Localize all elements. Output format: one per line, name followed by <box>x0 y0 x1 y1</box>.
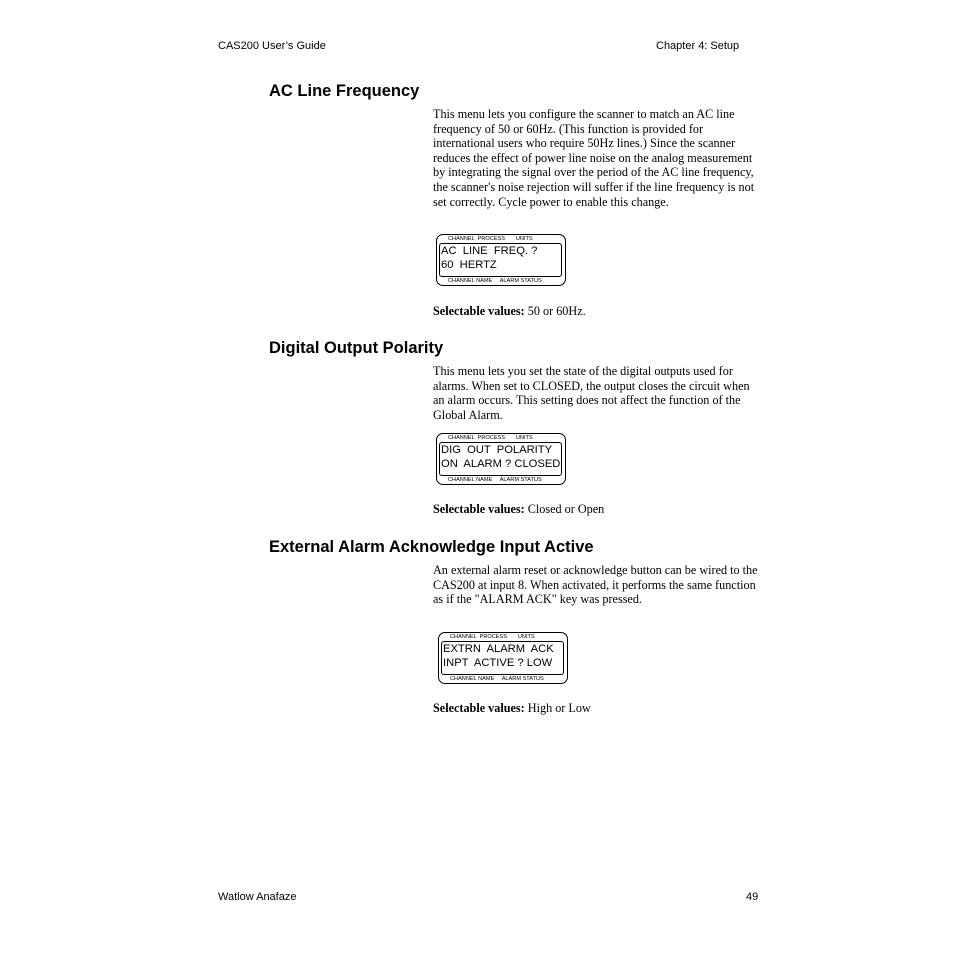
selectable-values-text: High or Low <box>527 701 591 715</box>
selectable-values-external-alarm-ack <box>433 701 591 716</box>
section-paragraph-ac-line-frequency: This menu lets you configure the scanner to match an AC line frequency of 50 or 60Hz. (This function is provided for international users who require 50Hz lines.) Since the scanner reduces the effect of power line noise on the analog measurement by integrating the signal over the period of the AC line frequency, the scanner's noise rejection will suffer if the line frequency is not set correctly. Cycle power to enable this change. <box>433 107 755 209</box>
lcd-screen <box>441 641 564 675</box>
section-title-digital-output-polarity: Digital Output Polarity <box>269 339 444 357</box>
selectable-values-text: 50 or 60Hz. <box>527 304 586 318</box>
running-header-chapter: Chapter 4: Setup <box>656 40 740 52</box>
lcd-bottom-label: CHANNEL NAME ALARM STATUS <box>448 477 542 483</box>
section-paragraph-digital-output-polarity: This menu lets you set the state of the digital outputs used for alarms. When set to CLOSED, the output closes the circuit when an alarm occurs. This setting does not affect the function of the Global Alarm. <box>433 364 750 422</box>
footer-company: Watlow Anafaze <box>218 891 297 903</box>
selectable-values-text: Closed or Open <box>527 502 605 516</box>
selectable-values-digital-output-polarity <box>433 502 604 517</box>
lcd-screen <box>439 243 562 277</box>
lcd-line-1: DIG OUT POLARITY <box>441 444 553 456</box>
page-number: 49 <box>746 891 759 903</box>
lcd-display-ac-line-frequency <box>436 234 566 286</box>
lcd-top-label: CHANNEL PROCESS UNITS <box>450 634 535 640</box>
lcd-bottom-label: CHANNEL NAME ALARM STATUS <box>448 278 542 284</box>
lcd-line-1: AC LINE FREQ. ? <box>441 245 538 257</box>
section-title-external-alarm-ack: External Alarm Acknowledge Input Active <box>269 538 594 556</box>
lcd-bottom-label: CHANNEL NAME ALARM STATUS <box>450 676 544 682</box>
selectable-values-ac-line-frequency <box>433 304 586 319</box>
lcd-top-label: CHANNEL PROCESS UNITS <box>448 236 533 242</box>
selectable-values-label: Selectable values: <box>433 304 525 318</box>
section-paragraph-external-alarm-ack: An external alarm reset or acknowledge button can be wired to the CAS200 at input 8. When activated, it performs the same function as if the "ALARM ACK" key was pressed. <box>433 563 758 607</box>
lcd-line-2: ON ALARM ? CLOSED <box>441 458 561 470</box>
selectable-values-label: Selectable values: <box>433 502 525 516</box>
lcd-display-digital-output-polarity <box>436 433 566 485</box>
lcd-line-2: 60 HERTZ <box>441 259 497 271</box>
lcd-line-2: INPT ACTIVE ? LOW <box>443 657 553 669</box>
section-title-ac-line-frequency: AC Line Frequency <box>269 82 420 100</box>
lcd-screen <box>439 442 562 476</box>
running-header-title: CAS200 User’s Guide <box>218 40 326 52</box>
lcd-display-external-alarm-ack <box>438 632 568 684</box>
lcd-top-label: CHANNEL PROCESS UNITS <box>448 435 533 441</box>
lcd-line-1: EXTRN ALARM ACK <box>443 643 554 655</box>
selectable-values-label: Selectable values: <box>433 701 525 715</box>
